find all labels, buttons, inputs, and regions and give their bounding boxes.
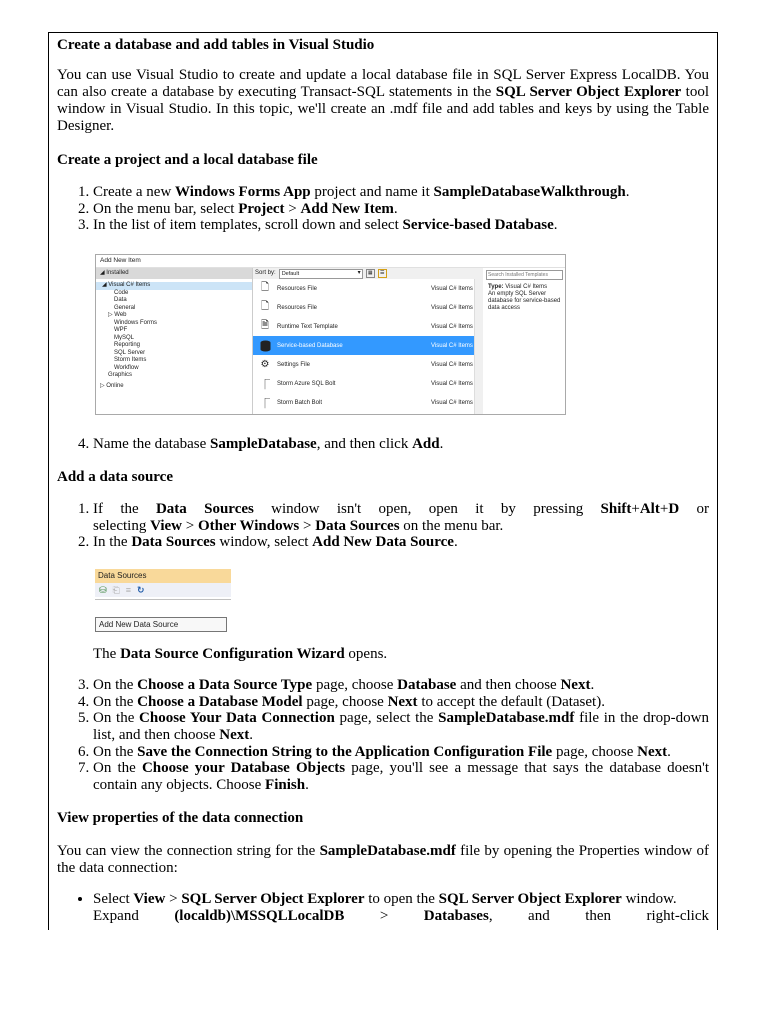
template-list-pane (253, 268, 483, 414)
list-scrollbar[interactable] (474, 279, 483, 414)
section-heading-properties: View properties of the data connection (57, 809, 304, 826)
tree-item[interactable]: ▷ Online (100, 382, 124, 389)
description-pane (484, 268, 565, 414)
intro-paragraph: You can use Visual Studio to create and update a local database file in SQL Server Express LocalDB. You can also create a database by executing Transact-SQL statements in the SQL Server Object Explorer tool window in Visual Studio. In this topic, we'll create an .mdf file and add tables and keys by using the Table Designer. (57, 67, 710, 134)
list-item: 6. On the Save the Connection String to the Application Configuration File page, choose Next. (93, 744, 709, 761)
bolt-icon: ⎾ (260, 399, 270, 410)
file-icon: 🗋 (260, 282, 270, 293)
divider (95, 599, 231, 600)
data-sources-header: Data Sources (95, 569, 231, 583)
data-source-steps-list (57, 501, 709, 551)
template-tree-pane (96, 268, 253, 414)
text-file-icon: 🗎 (260, 320, 270, 331)
list-item: 7. On the Choose your Database Objects page, you'll see a message that says the database doesn't contain any objects. Choose Finish. (93, 760, 709, 793)
add-data-source-icon[interactable]: ⛁ (99, 584, 107, 595)
wizard-steps-list (57, 677, 709, 794)
data-sources-screenshot (95, 569, 231, 643)
list-item: 2. In the Data Sources window, select Add New Data Source. (93, 534, 709, 551)
edit-dataset-icon[interactable]: ⎗ (112, 584, 120, 595)
document-page (48, 32, 718, 930)
installed-header[interactable]: ◢ Installed (96, 268, 252, 279)
project-steps-list-continued (57, 436, 709, 453)
tree-item[interactable]: Windows Forms (114, 319, 158, 326)
template-item[interactable]: 🗋 Resources File Visual C# Items (260, 282, 473, 293)
template-item[interactable]: ⎾ Storm Batch Bolt Visual C# Items (253, 393, 483, 412)
add-new-data-source-tooltip: Add New Data Source (95, 617, 227, 632)
list-item: 3. In the list of item templates, scroll down and select Service-based Database. (93, 217, 709, 234)
tree-item[interactable]: MySQL (114, 334, 135, 341)
list-item: 4. Name the database SampleDatabase, and then click Add. (93, 436, 709, 453)
tree-item[interactable]: Code (114, 289, 129, 296)
title-heading: Create a database and add tables in Visual Studio (57, 37, 375, 53)
bolt-icon: ⎾ (260, 380, 270, 391)
dialog-title: Add New Item (96, 255, 565, 268)
tree-item[interactable]: General (114, 304, 136, 311)
database-icon (259, 340, 271, 352)
tree-item[interactable]: WPF (114, 327, 128, 333)
section-heading-project: Create a project and a local database file (57, 152, 318, 168)
search-input[interactable]: Search Installed Templates (486, 270, 563, 280)
list-item: 4. On the Choose a Database Model page, choose Next to accept the default (Dataset). (93, 694, 709, 711)
add-new-item-screenshot (95, 254, 566, 415)
grid-view-icon[interactable]: ▦ (366, 269, 375, 278)
template-item[interactable]: ⎾ Storm Azure SQL Bolt Visual C# Items (253, 374, 483, 393)
template-item[interactable]: 🗎 Runtime Text Template Visual C# Items (260, 320, 473, 331)
tree-item[interactable]: Reporting (114, 342, 141, 348)
list-item: 5. On the Choose Your Data Connection page, select the SampleDatabase.mdf file in the drop-down list, and then choose Next. (93, 710, 709, 743)
template-tree (96, 279, 252, 390)
properties-bullet-list (57, 891, 709, 924)
sort-label: Sort by: (255, 270, 276, 276)
tree-item[interactable]: Storm Items (114, 357, 147, 363)
tree-item[interactable]: Graphics (108, 372, 133, 378)
list-view-icon[interactable]: ☰ (378, 269, 387, 278)
list-item: 3. On the Choose a Data Source Type page, choose Database and then choose Next. (93, 677, 709, 694)
refresh-icon[interactable]: ↻ (137, 584, 145, 595)
list-item: 1. If the Data Sources window isn't open, open it by pressing Shift+Alt+D or selecting View > Other Windows > Data Sources on the menu bar. (93, 501, 709, 534)
list-item: 2. On the menu bar, select Project > Add New Item. (93, 201, 709, 218)
tree-item[interactable]: SQL Server (114, 349, 146, 356)
item-description: Type: Visual C# Items An empty SQL Server database for service-based data access (488, 284, 561, 311)
sort-toolbar (253, 268, 483, 279)
list-item: • Select View > SQL Server Object Explorer to open the SQL Server Object Explorer window. Expand (localdb)\MSSQLLocalDB > Databases, and then right-click (93, 891, 709, 924)
wizard-opens-text: The Data Source Configuration Wizard opens. (93, 645, 388, 662)
sort-select[interactable]: Default ▾ (279, 269, 363, 279)
template-item[interactable]: ⚙ Settings File Visual C# Items (260, 359, 473, 370)
project-steps-list (57, 184, 709, 234)
file-icon: 🗋 (260, 301, 270, 312)
tree-item[interactable]: ▷ Web (108, 312, 127, 318)
gear-icon: ⚙ (260, 359, 270, 370)
tree-item[interactable]: ◢ Visual C# Items (96, 282, 252, 290)
template-item-selected[interactable]: Service-based Database Visual C# Items (253, 336, 483, 355)
list-item: 1. Create a new Windows Forms App project and name it SampleDatabaseWalkthrough. (93, 184, 709, 201)
template-item[interactable]: 🗋 Resources File Visual C# Items (260, 301, 473, 312)
tree-item[interactable]: Workflow (114, 364, 139, 371)
tree-item[interactable]: Data (114, 297, 127, 303)
properties-paragraph: You can view the connection string for the SampleDatabase.mdf file by opening the Properties window of the data connection: (57, 842, 709, 876)
section-heading-data-source: Add a data source (57, 468, 173, 485)
configure-icon[interactable]: ≡ (125, 585, 132, 595)
data-sources-toolbar (95, 583, 231, 597)
